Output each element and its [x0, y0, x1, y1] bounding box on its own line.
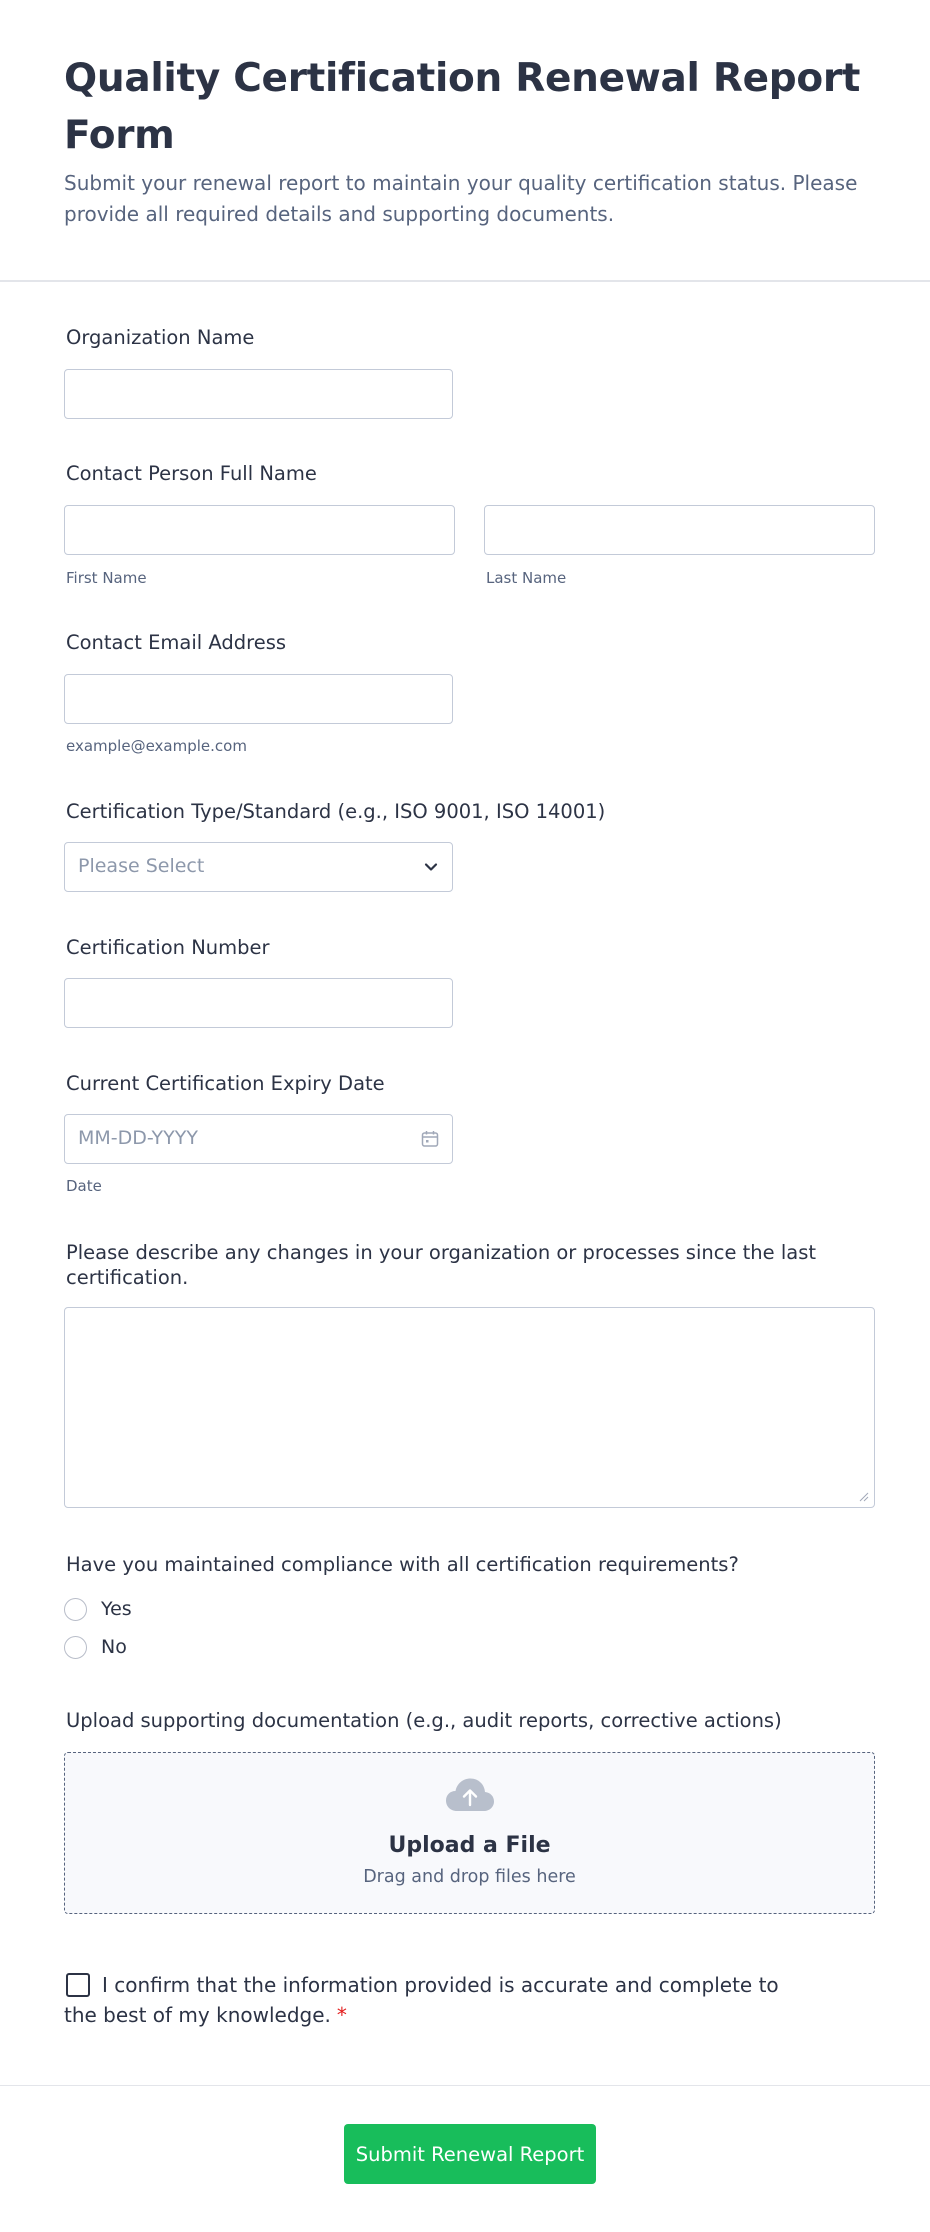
expiry-date-label: Current Certification Expiry Date [66, 1072, 385, 1095]
last-name-sublabel: Last Name [486, 569, 567, 587]
cert-type-label: Certification Type/Standard (e.g., ISO 9001, ISO 14001) [66, 800, 606, 823]
upload-title: Upload a File [388, 1833, 551, 1858]
radio-button[interactable] [64, 1636, 87, 1659]
footer-divider [0, 2085, 930, 2086]
upload-subtitle: Drag and drop files here [363, 1867, 576, 1887]
expiry-date-input[interactable] [64, 1114, 453, 1164]
page-subtitle: Submit your renewal report to maintain your quality certification status. Please provide all required details and supporting documents. [64, 171, 858, 226]
cert-type-placeholder: Please Select [78, 855, 205, 877]
email-sublabel: example@example.com [66, 737, 247, 755]
radio-option-yes[interactable] [64, 1595, 132, 1623]
first-name-sublabel: First Name [66, 569, 147, 587]
confirm-text: I confirm that the information provided is accurate and complete to the best of my knowledge. [64, 1973, 779, 2027]
file-upload-dropzone[interactable] [64, 1752, 875, 1914]
last-name-input[interactable] [484, 505, 875, 555]
changes-label: Please describe any changes in your organization or processes since the last certification. [66, 1241, 817, 1289]
calendar-icon[interactable] [420, 1129, 440, 1149]
form-header [0, 0, 930, 282]
email-label: Contact Email Address [66, 631, 287, 654]
page-title: Quality Certification Renewal Report Form [64, 56, 861, 158]
changes-textarea[interactable] [64, 1307, 875, 1508]
cloud-upload-icon [445, 1777, 495, 1815]
organization-label: Organization Name [66, 326, 255, 349]
radio-label-no: No [101, 1636, 127, 1658]
resize-handle-icon[interactable] [859, 1492, 869, 1502]
confirm-label [64, 1970, 804, 2030]
expiry-date-sublabel: Date [66, 1177, 102, 1195]
compliance-label: Have you maintained compliance with all certification requirements? [66, 1553, 739, 1576]
contact-name-label: Contact Person Full Name [66, 462, 317, 485]
cert-number-input[interactable] [64, 978, 453, 1028]
cert-number-label: Certification Number [66, 936, 270, 959]
chevron-down-icon [422, 858, 440, 876]
radio-button[interactable] [64, 1598, 87, 1621]
radio-label-yes: Yes [101, 1598, 132, 1620]
cert-type-select[interactable] [64, 842, 453, 892]
organization-input[interactable] [64, 369, 453, 419]
submit-button[interactable]: Submit Renewal Report [344, 2124, 596, 2184]
first-name-input[interactable] [64, 505, 455, 555]
required-asterisk: * [336, 2003, 347, 2027]
upload-label: Upload supporting documentation (e.g., audit reports, corrective actions) [66, 1709, 782, 1732]
radio-option-no[interactable] [64, 1633, 127, 1661]
email-input[interactable] [64, 674, 453, 724]
expiry-date-placeholder: MM-DD-YYYY [78, 1127, 198, 1149]
